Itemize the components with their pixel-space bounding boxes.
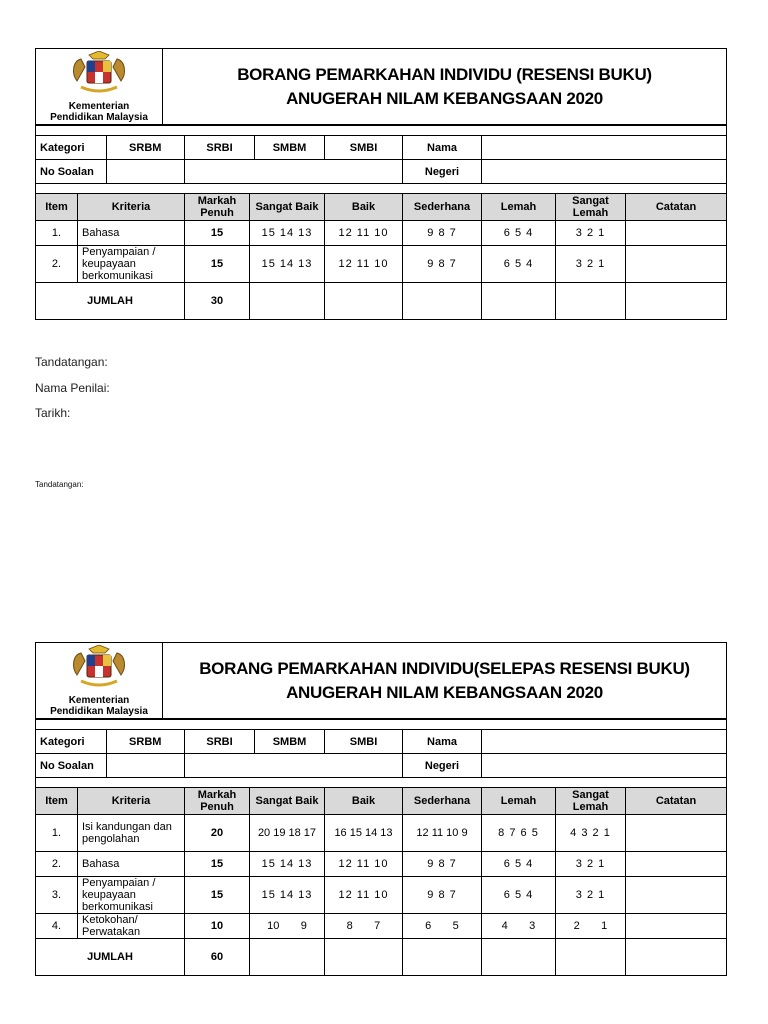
row-sangat-baik[interactable]: 15 14 13 [250,877,325,914]
row-lemah[interactable]: 8 7 6 5 [482,815,556,852]
form-title-line2: ANUGERAH NILAM KEBANGSAAN 2020 [286,88,603,108]
row-sangat-lemah[interactable]: 3 2 1 [556,221,626,246]
row-item: 1. [36,221,78,246]
row-sangat-lemah[interactable]: 4 3 2 1 [556,815,626,852]
row-sederhana[interactable]: 9 8 7 [403,877,482,914]
row-lemah[interactable]: 6 5 4 [482,221,556,246]
table-row [36,221,727,246]
row-baik[interactable]: 12 11 10 [325,852,403,877]
srbi-option[interactable]: SRBI [185,136,255,159]
header-baik: Baik [325,194,403,221]
row-kriteria: Bahasa [78,221,185,246]
kategori-label: Kategori [36,136,106,159]
srbi-option[interactable]: SRBI [185,730,255,753]
score-table [35,719,727,976]
form-header [35,48,727,125]
no-soalan-field-ext[interactable] [185,754,403,778]
row-kriteria: Isi kandungan dan pengolahan [78,815,185,852]
row-lemah[interactable]: 4 3 [482,914,556,939]
srbm-option[interactable]: SRBM [129,141,162,154]
total-row [36,939,727,976]
header-markah-penuh: Markah Penuh [185,788,250,815]
row-sangat-baik[interactable]: 15 14 13 [250,246,325,283]
row-sederhana[interactable]: 12 11 10 9 [403,815,482,852]
row-markah: 20 [185,815,250,852]
row-catatan[interactable] [626,221,727,246]
tandatangan-small-label: Tandatangan: [35,480,84,489]
tandatangan-label: Tandatangan: [35,355,108,369]
header-catatan: Catatan [626,788,727,815]
row-sederhana[interactable]: 9 8 7 [403,852,482,877]
score-table [35,125,727,320]
row-item: 2. [36,852,78,877]
smbi-option[interactable]: SMBI [325,730,403,754]
ministry-name-line1: Kementerian [68,101,130,112]
no-soalan-field-ext[interactable] [185,160,403,184]
row-markah: 15 [185,852,250,877]
form-title-line2: ANUGERAH NILAM KEBANGSAAN 2020 [286,682,603,702]
nama-field[interactable] [482,136,727,160]
form-title-line1: BORANG PEMARKAHAN INDIVIDU (RESENSI BUKU) [237,64,652,84]
row-lemah[interactable]: 6 5 4 [482,852,556,877]
form-title [163,49,727,125]
row-item: 3. [36,877,78,914]
no-soalan-label: No Soalan [36,160,106,183]
table-row [36,815,727,852]
negeri-label: Negeri [403,160,482,184]
row-catatan[interactable] [626,815,727,852]
row-item: 2. [36,246,78,283]
row-sederhana[interactable]: 6 5 [403,914,482,939]
row-sangat-lemah[interactable]: 3 2 1 [556,877,626,914]
row-catatan[interactable] [626,877,727,914]
nama-label: Nama [403,730,482,754]
scoring-form-selepas-resensi [35,642,726,976]
ministry-logo-cell [36,643,163,719]
row-sangat-lemah[interactable]: 2 1 [556,914,626,939]
row-markah: 15 [185,877,250,914]
row-sangat-lemah[interactable]: 3 2 1 [556,852,626,877]
smbm-option[interactable]: SMBM [272,141,307,154]
row-kriteria: Penyampaian / keupayaan berkomunikasi [78,246,185,283]
row-sederhana[interactable]: 9 8 7 [403,221,482,246]
nama-field[interactable] [482,730,727,754]
malaysia-coat-of-arms-icon [67,645,131,691]
row-item: 1. [36,815,78,852]
jumlah-label: JUMLAH [36,939,185,976]
scoring-form-resensi [35,48,726,320]
ministry-name [36,695,162,717]
row-markah: 10 [185,914,250,939]
ministry-logo-cell [36,49,163,125]
nama-penilai-label: Nama Penilai: [35,381,110,395]
row-catatan[interactable] [626,852,727,877]
smbm-option[interactable]: SMBM [272,735,307,748]
header-item: Item [36,788,78,815]
header-sederhana: Sederhana [403,788,482,815]
negeri-field[interactable] [482,754,727,778]
row-kriteria: Penyampaian / keupayaan berkomunikasi [78,877,185,914]
header-sangat-lemah: Sangat Lemah [556,788,626,815]
table-row [36,246,727,283]
row-lemah[interactable]: 6 5 4 [482,246,556,283]
header-sangat-lemah: Sangat Lemah [556,194,626,221]
jumlah-value: 30 [185,283,250,320]
jumlah-value: 60 [185,939,250,976]
header-catatan: Catatan [626,194,727,221]
row-sangat-baik[interactable]: 20 19 18 17 [250,815,325,852]
no-soalan-label: No Soalan [36,754,106,777]
tarikh-label: Tarikh: [35,406,71,420]
row-markah: 15 [185,221,250,246]
row-catatan[interactable] [626,914,727,939]
row-baik[interactable]: 12 11 10 [325,877,403,914]
ministry-name-line2: Pendidikan Malaysia [50,112,148,123]
header-sangat-baik: Sangat Baik [250,194,325,221]
header-kriteria: Kriteria [78,788,185,815]
nama-label: Nama [403,136,482,160]
table-row [36,914,727,939]
smbi-option[interactable]: SMBI [325,136,403,160]
ministry-name-line2: Pendidikan Malaysia [50,706,148,717]
header-sangat-baik: Sangat Baik [250,788,325,815]
header-baik: Baik [325,788,403,815]
header-sederhana: Sederhana [403,194,482,221]
row-kriteria: Ketokohan/ Perwatakan [78,914,185,939]
negeri-label: Negeri [403,754,482,778]
row-baik[interactable]: 12 11 10 [325,246,403,283]
no-soalan-field[interactable] [106,754,184,777]
no-soalan-field[interactable] [106,160,184,183]
total-row [36,283,727,320]
header-markah-penuh: Markah Penuh [185,194,250,221]
row-item: 4. [36,914,78,939]
header-item: Item [36,194,78,221]
row-sangat-baik[interactable]: 10 9 [250,914,325,939]
negeri-field[interactable] [482,160,727,184]
row-sangat-baik[interactable]: 15 14 13 [250,852,325,877]
row-markah: 15 [185,246,250,283]
form-title [163,643,727,719]
malaysia-coat-of-arms-icon [67,51,131,97]
row-sangat-baik[interactable]: 15 14 13 [250,221,325,246]
row-sangat-lemah[interactable]: 3 2 1 [556,246,626,283]
jumlah-label: JUMLAH [36,283,185,320]
row-catatan[interactable] [626,246,727,283]
row-kriteria: Bahasa [78,852,185,877]
header-lemah: Lemah [482,194,556,221]
kategori-label: Kategori [36,730,106,753]
form-title-line1: BORANG PEMARKAHAN INDIVIDU(SELEPAS RESENSI BUKU) [199,658,690,678]
table-row [36,877,727,914]
row-baik[interactable]: 12 11 10 [325,221,403,246]
header-lemah: Lemah [482,788,556,815]
row-baik[interactable]: 16 15 14 13 [325,815,403,852]
row-lemah[interactable]: 6 5 4 [482,877,556,914]
srbm-option[interactable]: SRBM [129,735,162,748]
row-baik[interactable]: 8 7 [325,914,403,939]
header-kriteria: Kriteria [78,194,185,221]
ministry-name [36,101,162,123]
row-sederhana[interactable]: 9 8 7 [403,246,482,283]
table-row [36,852,727,877]
form-header [35,642,727,719]
ministry-name-line1: Kementerian [68,695,130,706]
